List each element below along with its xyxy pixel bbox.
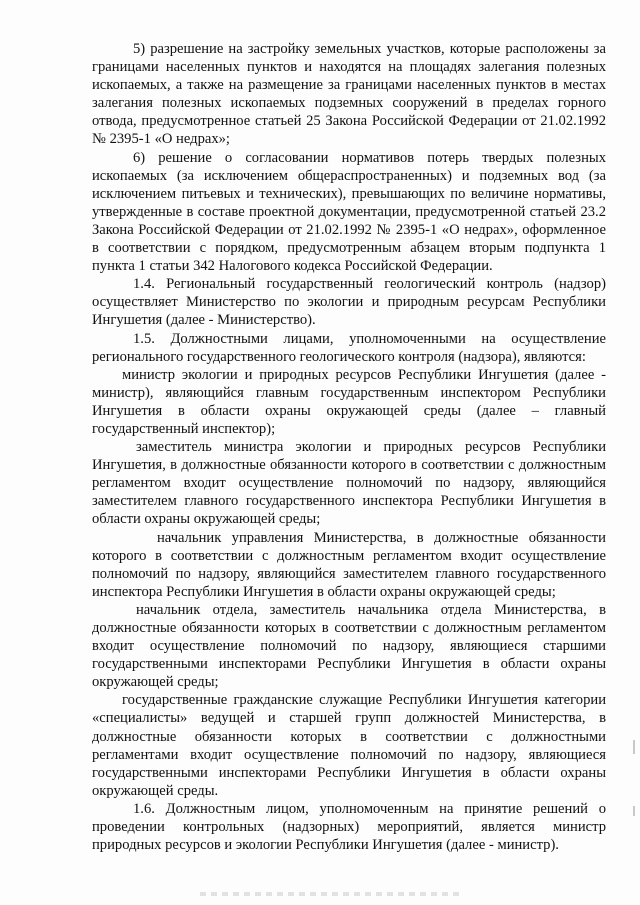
paragraph-item-6: 6) решение о согласовании нормативов потерь твердых полезных ископаемых (за исключением общераспространенных) и подземных вод (за исключением питьевых и технических), превышающих по величине нормативы, утвержденные в составе проектной документации, предусмотренной статьей 23.2 Закона Российской Федерации от 21.02.1992 № 2395-1 «О недрах», оформленное в соответствии с порядком, предусмотренным абзацем вторым подпункта 1 пункта 1 статьи 342 Налогового кодекса Российской Федерации. — [92, 149, 606, 275]
scan-artifact-right-lower — [633, 806, 635, 816]
paragraph-official-civil-servants: государственные гражданские служащие Республики Ингушетия категории «специалисты» ведущей и старшей групп должностей Министерства, в должностные обязанности которых в соответствии с должностными регламентами входит осуществление полномочий по надзору, являющиеся государственными инспекторами Республики Ингушетия в области охраны окружающей среды. — [92, 692, 606, 799]
paragraph-official-deputy-minister: заместитель министра экологии и природных ресурсов Республики Ингушетия, в должностные обязанности которого в соответствии с должностным регламентом входит осуществление полномочий по надзору, являющийся заместителем главного государственного инспектора Республики Ингушетия в области охраны окружающей среды; — [92, 439, 606, 528]
paragraph-1-6: 1.6. Должностным лицом, уполномоченным на принятие решений о проведении контрольных (надзорных) мероприятий, является министр природных ресурсов и экологии Республики Ингушетия (далее - министр). — [92, 800, 606, 854]
paragraph-official-division-head: начальник отдела, заместитель начальника отдела Министерства, в должностные обязанности которых в соответствии с должностным регламентом входит осуществление полномочий по надзору, являющиеся старшими государственными инспекторами Республики Ингушетия в области охраны окружающей среды; — [92, 601, 606, 691]
document-body — [92, 40, 606, 854]
paragraph-item-5: 5) разрешение на застройку земельных участков, которые расположены за границами населенных пунктов и находятся на площадях залегания полезных ископаемых, а также на размещение за границами населенных пунктов в местах залегания полезных ископаемых подземных сооружений в пределах горного отвода, предусмотренное статьей 25 Закона Российской Федерации от 21.02.1992 № 2395-1 «О недрах»; — [92, 41, 606, 148]
scan-artifact-bottom — [200, 892, 460, 896]
paragraph-1-4: 1.4. Региональный государственный геологический контроль (надзор) осуществляет Министерство по экологии и природным ресурсам Республики Ингушетия (далее - Министерство). — [92, 276, 606, 329]
scan-artifact-right — [633, 740, 635, 754]
paragraph-official-department-head: начальник управления Министерства, в должностные обязанности которого в соответствии с должностным регламентом входит осуществление полномочий по надзору, являющийся заместителем главного государственного инспектора Республики Ингушетия в области охраны окружающей среды; — [92, 529, 606, 600]
paragraph-official-minister: министр экологии и природных ресурсов Республики Ингушетия (далее - министр), являющийся главным государственным инспектором Республики Ингушетия в области охраны окружающей среды (далее – главный государственный инспектор); — [92, 366, 606, 437]
paragraph-1-5: 1.5. Должностными лицами, уполномоченными на осуществление регионального государственного геологического контроля (надзора), являются: — [92, 330, 606, 365]
